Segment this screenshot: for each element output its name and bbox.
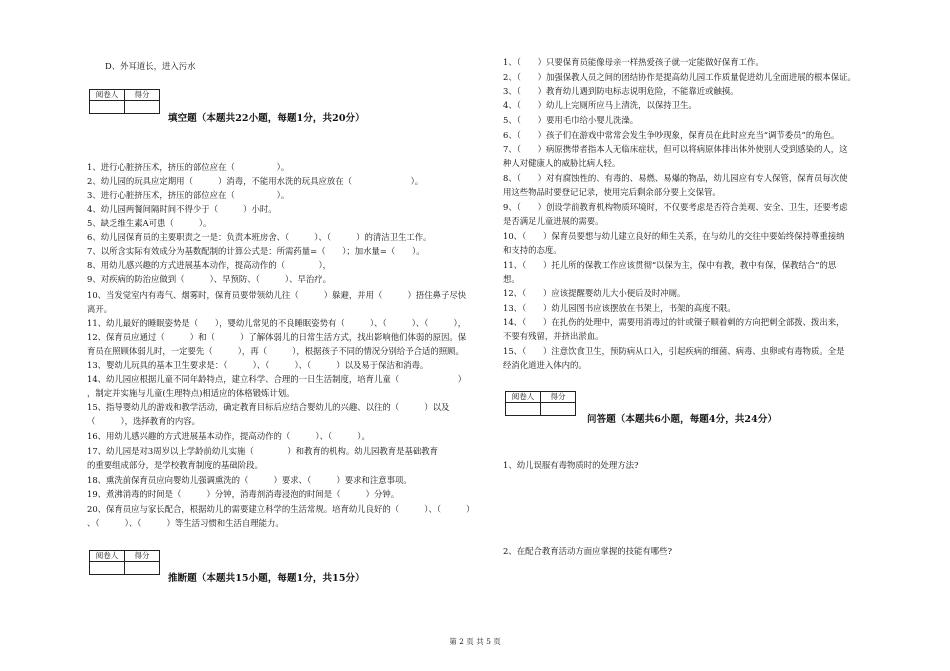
list-item: 9、对疾病的防治应做到（ ）、早预防、（ ）、早治疗。 (87, 274, 331, 284)
qa-section-title: 问答题（本题共6小题，每题4分，共24分） (587, 414, 778, 425)
list-item: 不要有残留，并挤出淤血。 (503, 331, 604, 341)
qa-score-box (505, 391, 576, 416)
list-item: 3、进行心脏挤压术，挤压的部位应在（ ）。 (87, 190, 290, 200)
list-item: 18、熏洗前保育员应向婴幼儿强调熏洗的（ ）要求、（ ）要求和注意事项。 (87, 475, 412, 485)
qa-question: 2、在配合教育活动方面应掌握的技能有哪些? (503, 546, 672, 556)
list-item: 11、幼儿最好的睡眠姿势是（ ），婴幼儿常见的不良睡眠姿势有（ ）、（ ）、（ ）， (87, 318, 467, 328)
score-label: 得分 (541, 392, 576, 403)
list-item: 7、以所含实际有效成分为基数配制的计算公式是：所需药量=（ ）；加水量=（ ）。 (87, 246, 425, 256)
judge-section-title: 推断题（本题共15小题，每题1分，共15分） (168, 573, 365, 584)
list-item: 5、缺乏维生素A可患（ ）。 (87, 218, 212, 228)
list-item: ，制定并实施与儿童(生理特点)相适应的体格锻炼计划。 (87, 388, 295, 398)
list-item: 5、（ ）要用毛巾给小婴儿洗澡。 (503, 115, 639, 125)
list-item: 8、用幼儿感兴趣的方式进展基本动作，提高动作的（ ）， (87, 260, 332, 270)
list-item: 育员在照顾体弱儿时，一定要先（ ），再（ ），根据孩子不同的情况分别给予合适的照顾。 (87, 346, 464, 356)
grader-label: 阅卷人 (506, 392, 541, 403)
option-d-line: D、外耳道长，进入污水 (105, 61, 196, 71)
score-label: 得分 (125, 551, 160, 562)
grader-label: 阅卷人 (90, 90, 125, 101)
fill-section-title: 填空题（本题共22小题，每题1分，共20分） (168, 113, 365, 124)
list-item: 13、（ ）幼儿园图书应该摆放在书架上，书架的高度不限。 (503, 303, 736, 313)
list-item: 、（ ）、（ ）等生活习惯和生活自理能力。 (87, 518, 284, 528)
list-item: 种人对健康人的威胁比病人轻。 (503, 158, 621, 168)
list-item: 11、（ ）托儿所的保教工作应该贯彻“以保为主，保中有教，教中有保，保教结合”的思 (503, 260, 837, 270)
list-item: （ ），选择教育的内容。 (87, 416, 201, 426)
list-item: 用这些物品时要登记记录，使用完后剩余部分要上交保管。 (503, 187, 721, 197)
list-item: 15、（ ）注意饮食卫生，预防病从口入，引起疾病的细菌、病毒、虫卵或有毒物质。全是 (503, 346, 845, 356)
list-item: 的重要组成部分，是学校教育制度的基础阶段。 (87, 460, 263, 470)
list-item: 7、（ ）病原携带者指本人无临床症状，但可以将病原体排出体外使别人受到感染的人，这 (503, 144, 848, 154)
score-label: 得分 (125, 90, 160, 101)
list-item: 4、（ ）幼儿上完厕所应马上清洗，以保持卫生。 (503, 100, 697, 110)
list-item: 10、当发觉室内有毒气、烟雾时，保育员要带领幼儿往（ ）躲避，并用（ ）捂住鼻子尽快 (87, 290, 467, 300)
list-item: 10、（ ）保育员要想与幼儿建立良好的师生关系，在与幼儿的交往中要始终保持尊重接纳 (503, 231, 845, 241)
list-item: 20、保育员应与家长配合，根据幼儿的需要建立科学的生活常规。培育幼儿良好的（ ）、（ ） (87, 504, 475, 514)
list-item: 6、幼儿园保育员的主要职责之一是：负责本班房舍、（ ）、（ ）的清洁卫生工作。 (87, 232, 432, 242)
list-item: 想。 (503, 274, 520, 284)
list-item: 12、（ ）应该提醒婴幼儿大小便后及时冲厕。 (503, 288, 686, 298)
list-item: 9、（ ）创设学前教育机构物质环境时，不仅要考虑是否符合美观、安全、卫生，还要考虑 (503, 202, 848, 212)
list-item: 15、指导婴幼儿的游戏和教学活动，确定教育目标后应结合婴幼儿的兴趣、以往的（ ）以及 (87, 402, 450, 412)
list-item: 2、（ ）加强保教人员之间的团结协作是提高幼儿园工作质量促进幼儿全面进展的根本保证。 (503, 72, 856, 82)
list-item: 是否满足儿童进展的需要。 (503, 216, 604, 226)
list-item: 14、（ ）在扎伤的处理中，需要用消毒过的针或镊子顺着刺的方向把刺全部拨、拨出来， (503, 317, 845, 327)
list-item: 2、幼儿园的玩具应定期用（ ）消毒，不能用水洗的玩具应放在（ ）。 (87, 176, 424, 186)
list-item: 1、（ ）只要保育员能像母亲一样热爱孩子就一定能做好保育工作。 (503, 57, 764, 67)
list-item: 离开。 (87, 304, 113, 314)
list-item: 17、幼儿园是对3周岁以上学龄前幼儿实施（ ）和教育的机构。幼儿园教育是基础教育 (87, 446, 438, 456)
page-footer: 第 2 页 共 5 页 (449, 637, 501, 646)
fill-score-box (89, 89, 160, 114)
list-item: 19、煮沸消毒的时间是（ ）分钟，消毒剂消毒浸泡的时间是（ ）分钟。 (87, 489, 400, 499)
list-item: 3、（ ）教育幼儿遇到防电标志说明危险，不能靠近或触摸。 (503, 86, 739, 96)
qa-question: 1、幼儿误服有毒物质时的处理方法? (503, 460, 639, 470)
list-item: 13、婴幼儿玩具的基本卫生要求是：（ ）、（ ）、（ ）以及易于保洁和消毒。 (87, 360, 429, 370)
list-item: 8、（ ）对有腐蚀性的、有毒的、易燃、易爆的物品，幼儿园应有专人保管，保育员每次使 (503, 173, 848, 183)
list-item: 14、幼儿园应根据儿童不同年龄特点，建立科学、合理的一日生活制度，培育儿童（ ） (87, 374, 467, 384)
list-item: 6、（ ）孩子们在游戏中常常会发生争吵现象，保育员在此时应充当“调节委员”的角色。 (503, 130, 840, 140)
list-item: 经消化道进入体内的。 (503, 360, 587, 370)
grader-label: 阅卷人 (90, 551, 125, 562)
list-item: 16、用幼儿感兴趣的方式进展基本动作，提高动作的（ ）、（ ）。 (87, 431, 370, 441)
list-item: 1、进行心脏挤压术，挤压的部位应在（ ）。 (87, 162, 290, 172)
list-item: 4、幼儿园两餐间隔时间不得少于（ ）小时。 (87, 204, 277, 214)
list-item: 和支持的态度。 (503, 245, 562, 255)
judge-score-box (89, 550, 160, 575)
list-item: 12、保育员应通过（ ）和（ ）了解体弱儿的日常生活方式，找出影响他们体弱的原因。保 (87, 332, 467, 342)
